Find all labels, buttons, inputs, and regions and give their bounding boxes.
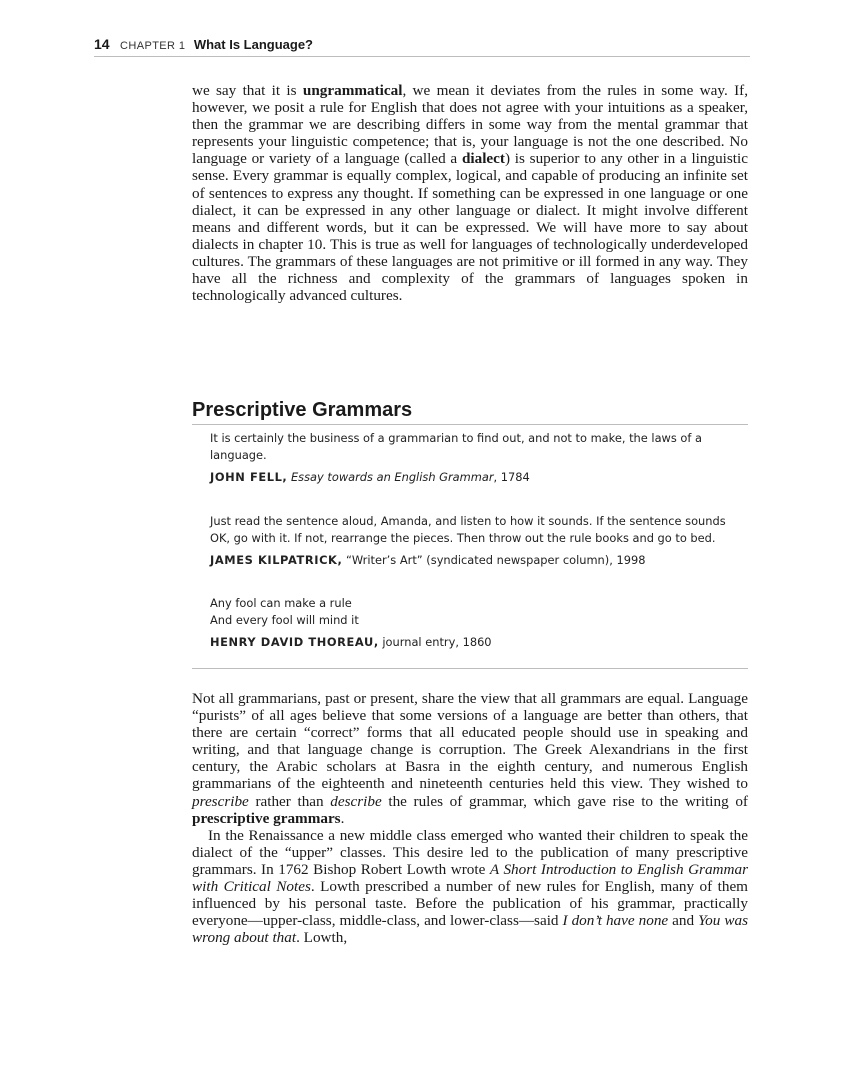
epigraph-source: journal entry, 1860	[382, 635, 492, 649]
running-head	[94, 36, 750, 57]
para3-text-1: In the Renaissance a new middle class emerged who wanted their children to speak the dialect of the “upper” classes. This desire led to the publication of many prescriptive grammars. In 1762 Bishop Robert Lowth wrote	[192, 826, 748, 878]
para2-text-1: Not all grammarians, past or present, share the view that all grammars are equal. Language “purists” of all ages believe that some versions of a language are better than others, that there are certain “correct” forms that all educated people should use in speaking and writing, and that language change is corruption. The Greek Alexandrians in the first century, the Arabic scholars at Basra in the eighth century, and numerous English grammarians of the eighteenth and nineteenth centuries held this view. They wished to	[192, 690, 748, 793]
epigraph-author: JOHN FELL,	[210, 470, 288, 484]
epigraph-quote	[210, 430, 746, 464]
epigraph-attribution	[210, 553, 746, 568]
book-title-lowth: A Short Introduction to English Grammar with Critical Notes	[192, 860, 748, 896]
para2-text-3: the rules of grammar, which gave rise to the writing of	[381, 792, 748, 810]
example-you-was-wrong: You was wrong about that	[192, 912, 749, 947]
paragraph-purists	[192, 690, 748, 827]
quote-line: Any fool can make a rule	[210, 596, 352, 610]
epigraph-fell	[210, 430, 746, 485]
epigraph-attribution	[210, 635, 746, 650]
quote-line: It is certainly the business of a grammarian to find out, and not to make, the laws of a language.	[210, 431, 702, 462]
epigraph-kilpatrick	[210, 513, 746, 568]
term-describe: describe	[330, 792, 382, 810]
para2-text-2: rather than	[248, 792, 331, 810]
section-heading: Prescriptive Grammars	[192, 397, 748, 425]
epigraph-source: “Writer’s Art” (syndicated newspaper column), 1998	[346, 553, 646, 567]
epigraph-quote	[210, 595, 746, 629]
quote-line: And every fool will mind it	[210, 613, 359, 627]
chapter-label: CHAPTER 1	[120, 40, 186, 52]
epigraph-block	[192, 430, 748, 669]
chapter-title: What Is Language?	[193, 37, 313, 52]
para3-text-2: . Lowth prescribed a number of new rules for English, many of them influenced by his personal taste. Before the publication of his grammar, practically everyone—upper-class, middle-class, and lower-class—said	[192, 878, 749, 930]
text-block-bottom	[192, 690, 748, 946]
para1-text-2: , we mean it deviates from the rules in some way. If, however, we posit a rule for English that does not agree with your intuitions as a speaker, then the grammar we are describing differs in some way from the mental grammar that represents your linguistic competence; that is, your language is not the one described. No language or variety of a language (called a	[192, 82, 748, 168]
paragraph-grammaticality	[192, 82, 748, 304]
term-dialect: dialect	[461, 150, 505, 168]
para1-text-1: we say that it is	[192, 82, 303, 99]
para3-text-3: and	[668, 912, 699, 930]
para2-text-4: .	[340, 809, 345, 827]
term-prescribe: prescribe	[192, 792, 249, 810]
epigraph-author: HENRY DAVID THOREAU,	[210, 635, 379, 649]
epigraph-source-title: Essay towards an English Grammar	[290, 470, 494, 484]
para1-text-3: ) is superior to any other in a linguistic sense. Every grammar is equally complex, logical, and capable of producing an infinite set of sentences to express any thought. If something can be expressed in one language or one dialect, it can be expressed in any other language or dialect. It might involve different means and different words, but it can be expressed. We will have more to say about dialects in chapter 10. This is true as well for languages of technologically underdeveloped cultures. The grammars of these languages are not primitive or ill formed in any way. They have all the richness and complexity of the grammars of languages spoken in technologically advanced cultures.	[192, 150, 748, 305]
para3-text-4: . Lowth,	[296, 929, 348, 947]
epigraph-source: , 1784	[493, 470, 530, 484]
text-block-top	[192, 82, 748, 304]
epigraph-attribution	[210, 470, 746, 485]
page-number: 14	[94, 36, 110, 52]
paragraph-renaissance	[192, 827, 748, 947]
term-ungrammatical: ungrammatical	[302, 82, 403, 99]
epigraph-thoreau	[210, 595, 746, 650]
epigraph-author: JAMES KILPATRICK,	[210, 553, 343, 567]
term-prescriptive-grammars: prescriptive grammars	[192, 809, 341, 827]
example-dont-have-none: I don’t have none	[562, 912, 669, 930]
quote-line: Just read the sentence aloud, Amanda, and listen to how it sounds. If the sentence sounds OK, go with it. If not, rearrange the pieces. Then throw out the rule books and go to bed.	[210, 514, 726, 545]
epigraph-quote	[210, 513, 746, 547]
